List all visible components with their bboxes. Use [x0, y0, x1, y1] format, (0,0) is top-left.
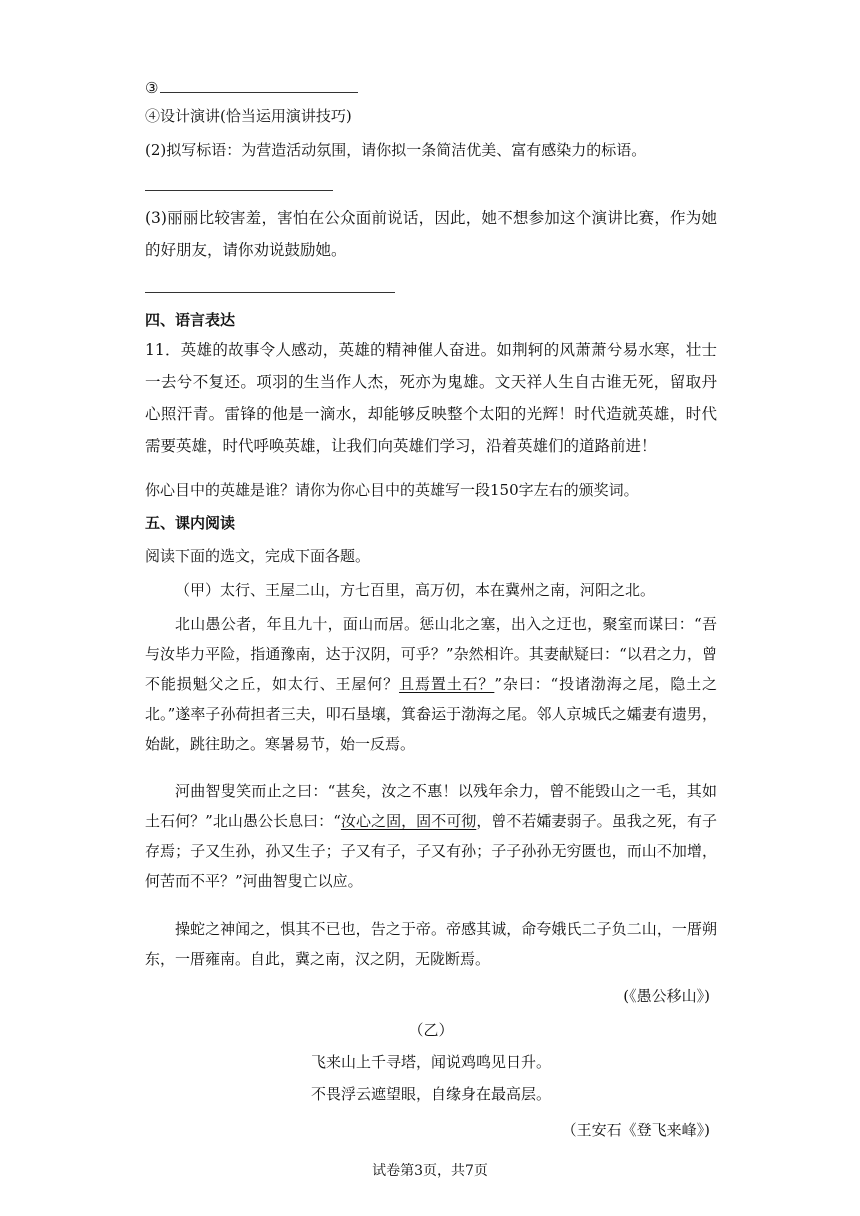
page-footer: 试卷第3页，共7页 [372, 1163, 488, 1179]
poem-line-1: 飞来山上千寻塔，闻说鸡鸣见日升。 [310, 1053, 551, 1071]
passage-jia-paragraph-2 [145, 609, 717, 759]
section-4-title: 四、语言表达 [145, 311, 236, 329]
question-10-2: (2)拟写标语：为营造活动氛围，请你拟一条简洁优美、富有感染力的标语。 [145, 141, 647, 159]
underlined-sentence-1: 且焉置土石？ [399, 675, 495, 693]
paragraph-3-text-a: 河曲智叟笑而止之曰：“甚矣，汝之不惠！以残年余力，曾不能毁山之一毛，其如土石何？”北山愚公长息曰：“ [145, 782, 717, 830]
answer-blank [160, 78, 358, 93]
item-4: ④设计演讲(恰当运用演讲技巧) [145, 107, 352, 125]
question-11-prompt: 你心目中的英雄是谁？请你为你心目中的英雄写一段150字左右的颁奖词。 [145, 481, 639, 499]
passage-jia-paragraph-3 [145, 776, 717, 896]
passage-jia-paragraph-4: 操蛇之神闻之，惧其不已也，告之于帝。帝感其诚，命夸娥氏二子负二山，一厝朔东，一厝雍南。自此，冀之南，汉之阴，无陇断焉。 [145, 920, 717, 968]
source-citation-2: （王安石《登飞来峰》) [561, 1121, 710, 1139]
reading-instruction: 阅读下面的选文，完成下面各题。 [145, 547, 371, 565]
paragraph-2-text-a: 北山愚公者，年且九十，面山而居。惩山北之塞，出入之迂也，聚室而谋曰：“吾与汝毕力平险，指通豫南，达于汉阴，可乎？”杂然相许。其妻献疑曰：“以君之力，曾不能损魁父之丘，如太行、王屋何？ [145, 615, 717, 693]
answer-blank [145, 190, 333, 191]
question-10-3: (3)丽丽比较害羞，害怕在公众面前说话，因此，她不想参加这个演讲比赛，作为她的好朋友，请你劝说鼓励她。 [145, 209, 717, 259]
paragraph-2-text-b: ”杂曰：“投诸渤海之尾，隐土之北。”遂率子孙荷担者三夫，叩石垦壤，箕畚运于渤海之尾。邻人京城氏之孀妻有遗男，始龀，跳往助之。寒暑易节，始一反焉。 [145, 675, 717, 753]
source-citation-1: (《愚公移山》) [623, 987, 710, 1005]
section-5-title: 五、课内阅读 [145, 514, 236, 532]
passage-jia-paragraph-1: （甲）太行、王屋二山，方七百里，高万仞，本在冀州之南，河阳之北。 [175, 581, 656, 599]
poem-line-2: 不畏浮云遮望眼，自缘身在最高层。 [310, 1085, 551, 1103]
question-11-text: 11．英雄的故事令人感动，英雄的精神催人奋进。如荆轲的风萧萧兮易水寒，壮士一去兮不复还。项羽的生当作人杰，死亦为鬼雄。文天祥人生自古谁无死，留取丹心照汗青。雷锋的他是一滴水，却能够反映整个太阳的光辉！时代造就英雄，时代需要英雄，时代呼唤英雄，让我们向英雄们学习，沿着英雄们的道路前进！ [145, 341, 717, 455]
passage-yi-title: （乙） [408, 1021, 454, 1039]
item-3-line [145, 78, 358, 98]
underlined-sentence-2: 汝心之固，固不可彻 [340, 812, 477, 830]
paragraph-3-text-b: ，曾不若孀妻弱子。虽我之死，有子存焉；子又生孙，孙又生子；子又有子，子又有孙；子子孙孙无穷匮也，而山不加增，何苦而不平？”河曲智叟亡以应。 [145, 812, 717, 890]
answer-blank [145, 292, 395, 293]
item-3-prefix: ③ [145, 79, 159, 97]
